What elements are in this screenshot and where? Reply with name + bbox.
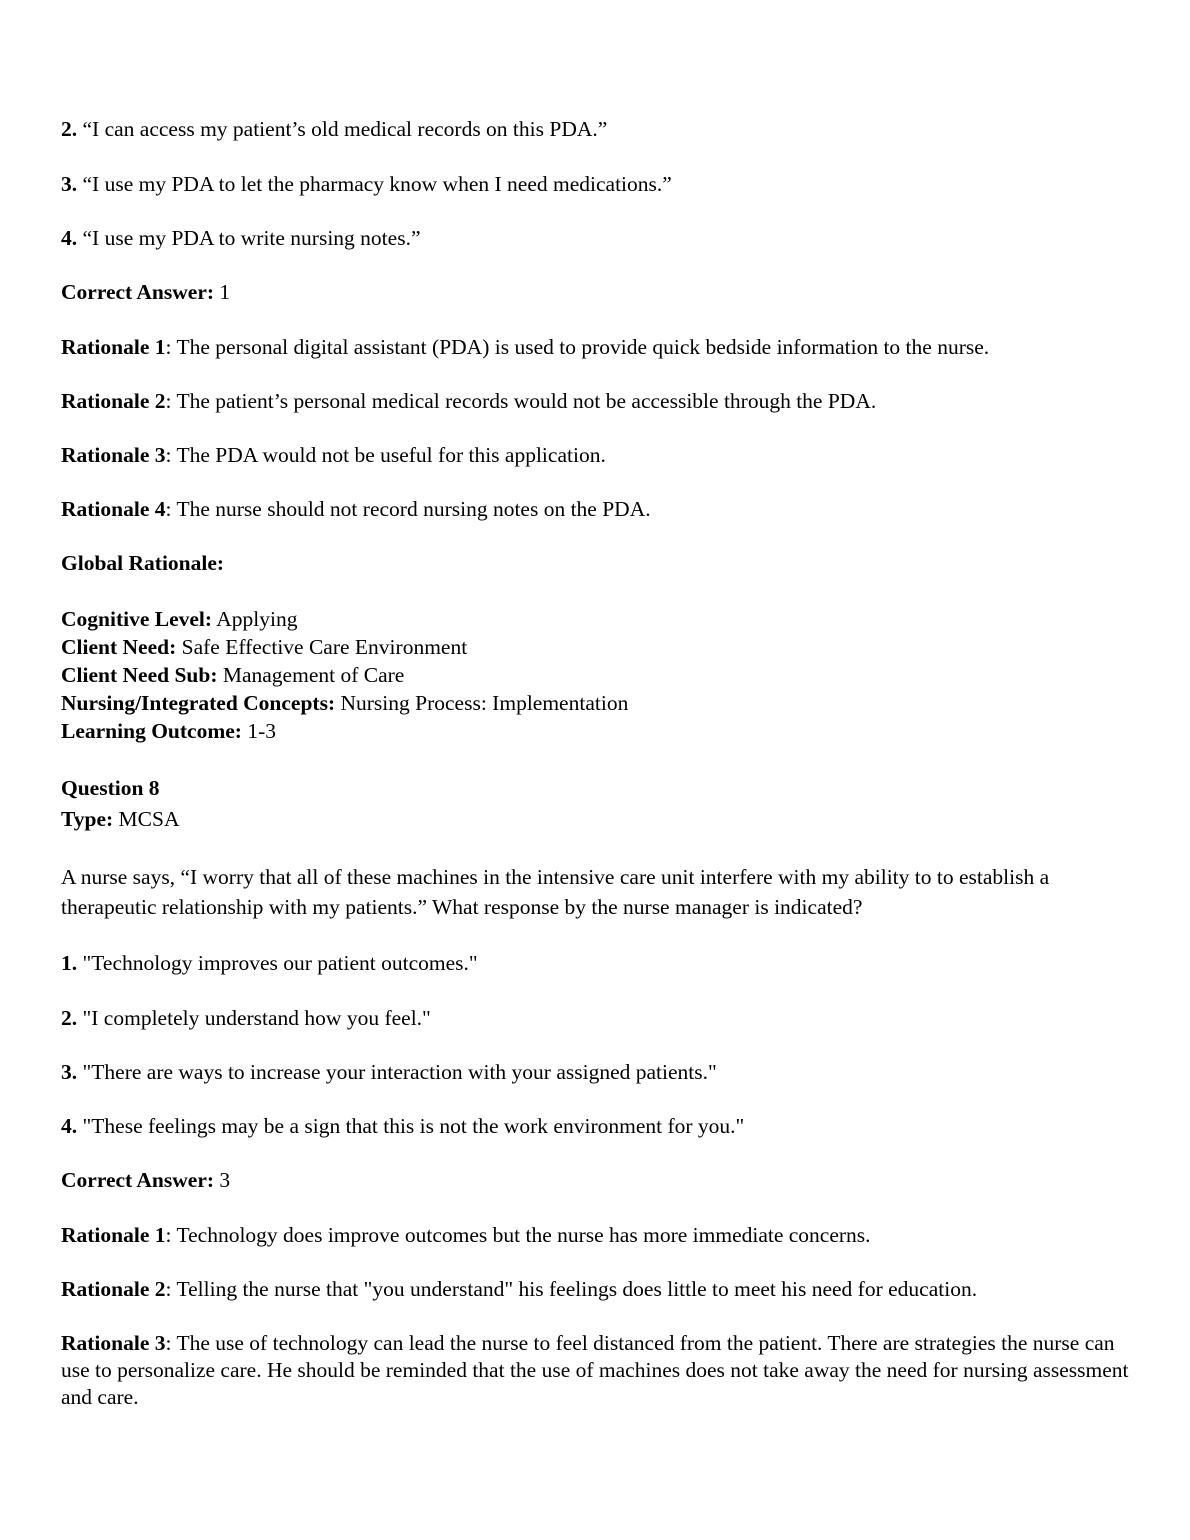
rationale-text: : Technology does improve outcomes but the nurse has more immediate concerns.	[165, 1223, 871, 1247]
rationale-label: Rationale 3	[61, 1331, 166, 1355]
meta-label: Cognitive Level:	[61, 607, 213, 631]
meta-cognitive-level	[61, 606, 298, 633]
rationale-label: Rationale 2	[61, 1277, 166, 1301]
option-text: “I use my PDA to write nursing notes.”	[82, 226, 421, 250]
option-number: 2.	[61, 117, 78, 141]
question-title: Question 8	[61, 776, 160, 800]
rationale-text: : The nurse should not record nursing notes on the PDA.	[165, 497, 651, 521]
meta-client-need	[61, 634, 467, 661]
rationale-1	[61, 1222, 871, 1249]
question-type	[61, 806, 179, 833]
option-text: "These feelings may be a sign that this is not the work environment for you."	[82, 1114, 745, 1138]
option-number: 4.	[61, 226, 78, 250]
correct-answer	[61, 279, 230, 306]
correct-answer	[61, 1167, 230, 1194]
meta-value: Applying	[216, 607, 298, 631]
option-3	[61, 171, 672, 198]
option-3	[61, 1059, 717, 1086]
global-rationale-label: Global Rationale:	[61, 551, 225, 575]
rationale-text: : The PDA would not be useful for this application.	[165, 443, 606, 467]
correct-answer-value: 1	[219, 280, 231, 304]
meta-value: Nursing Process: Implementation	[340, 691, 629, 715]
correct-answer-label: Correct Answer:	[61, 280, 215, 304]
option-1	[61, 950, 478, 977]
question-type-label: Type:	[61, 807, 114, 831]
rationale-text: : The use of technology can lead the nurse to feel distanced from the patient. There are strategies the nurse can use to personalize care. He should be reminded that the use of machines does not take away the need for nursing assessment and care.	[61, 1331, 1129, 1409]
rationale-3	[61, 442, 606, 469]
question-stem: A nurse says, “I worry that all of these machines in the intensive care unit interfere with my ability to to establish a therapeutic relationship with my patients.” What response by the nurse manager is indicated?	[61, 865, 1050, 919]
meta-label: Client Need Sub:	[61, 663, 218, 687]
rationale-label: Rationale 1	[61, 1223, 166, 1247]
rationale-text: : The personal digital assistant (PDA) is used to provide quick bedside information to the nurse.	[165, 335, 990, 359]
option-4	[61, 225, 421, 252]
option-text: "I completely understand how you feel."	[82, 1006, 431, 1030]
option-4	[61, 1113, 744, 1140]
option-number: 2.	[61, 1006, 78, 1030]
correct-answer-label: Correct Answer:	[61, 1168, 215, 1192]
option-text: "Technology improves our patient outcomes."	[82, 951, 478, 975]
rationale-2	[61, 388, 876, 415]
option-2	[61, 1005, 431, 1032]
meta-label: Learning Outcome:	[61, 719, 242, 743]
meta-value: Management of Care	[222, 663, 405, 687]
meta-learning-outcome	[61, 718, 276, 745]
meta-value: Safe Effective Care Environment	[181, 635, 468, 659]
option-text: "There are ways to increase your interaction with your assigned patients."	[82, 1060, 717, 1084]
option-number: 3.	[61, 172, 78, 196]
rationale-text: : Telling the nurse that "you understand" his feelings does little to meet his need for education.	[165, 1277, 978, 1301]
rationale-2	[61, 1276, 977, 1303]
rationale-label: Rationale 3	[61, 443, 166, 467]
global-rationale	[61, 550, 224, 577]
rationale-label: Rationale 1	[61, 335, 166, 359]
option-number: 1.	[61, 951, 78, 975]
option-number: 3.	[61, 1060, 78, 1084]
rationale-label: Rationale 4	[61, 497, 166, 521]
rationale-1	[61, 334, 989, 361]
rationale-4	[61, 496, 651, 523]
option-number: 4.	[61, 1114, 78, 1138]
rationale-3	[61, 1330, 1136, 1411]
option-text: “I can access my patient’s old medical records on this PDA.”	[82, 117, 608, 141]
meta-nursing-concepts	[61, 690, 628, 717]
option-2	[61, 116, 607, 143]
correct-answer-value: 3	[219, 1168, 231, 1192]
meta-label: Nursing/Integrated Concepts:	[61, 691, 336, 715]
option-text: “I use my PDA to let the pharmacy know when I need medications.”	[82, 172, 672, 196]
meta-value: 1-3	[247, 719, 276, 743]
rationale-text: : The patient’s personal medical records would not be accessible through the PDA.	[165, 389, 877, 413]
question-type-value: MCSA	[118, 807, 180, 831]
meta-client-need-sub	[61, 662, 404, 689]
rationale-label: Rationale 2	[61, 389, 166, 413]
meta-label: Client Need:	[61, 635, 177, 659]
